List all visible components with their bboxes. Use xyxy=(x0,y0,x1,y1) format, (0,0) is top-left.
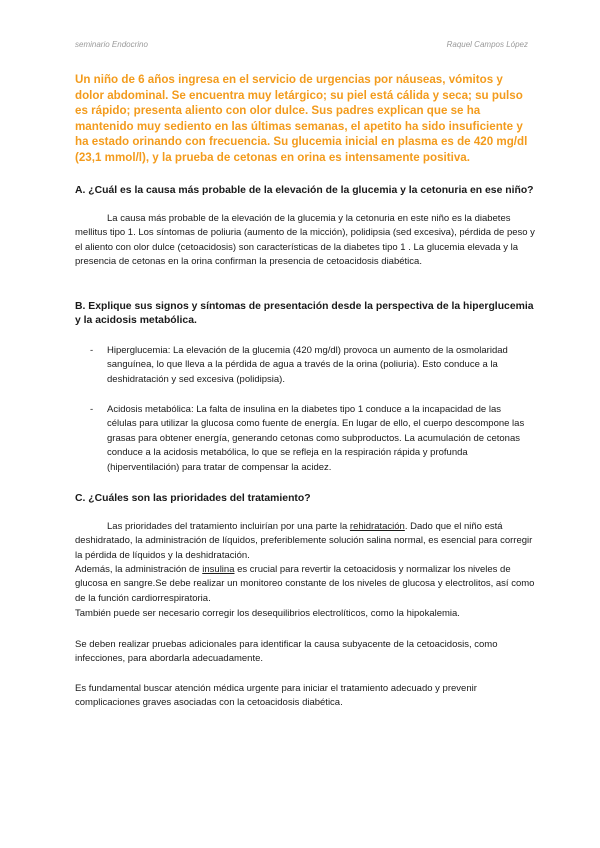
answer-c-rehydration xyxy=(75,520,535,563)
text-run: . Dado que el niño está deshidratado, la administración de líquidos, preferiblemente solución salina normal, es esencial para corregir la pérdida de líquidos y la deshidratación. xyxy=(75,521,533,561)
bullet-dash: - xyxy=(90,404,94,415)
text-run: Las prioridades del tratamiento incluirían por una parte la xyxy=(107,521,350,532)
header-left: seminario Endocrino xyxy=(75,40,148,49)
bullet-hyperglycemia xyxy=(90,344,530,387)
question-a: A. ¿Cuál es la causa más probable de la elevación de la glucemia y la cetonuria en ese niño? xyxy=(75,185,534,196)
header-right: Raquel Campos López xyxy=(446,40,528,49)
bullet-text: Hiperglucemia: La elevación de la glucemia (420 mg/dl) provoca un aumento de la osmolaridad sanguínea, lo que lleva a la pérdida de agua a través de la orina (poliuria). Esto conduce a la deshidratación y sed excesiva (polidipsia). xyxy=(107,345,508,385)
bullet-dash: - xyxy=(90,345,94,356)
bullet-metabolic-acidosis xyxy=(90,403,530,475)
case-description: Un niño de 6 años ingresa en el servicio de urgencias por náuseas, vómitos y dolor abdominal. Se encuentra muy letárgico; su piel está cálida y seca; su pulso es rápido; presenta aliento con olor dulce. Sus padres explican que se ha mantenido muy sediento en las últimas semanas, el apetito ha sido insuficiente y ha estado orinando con frecuencia. Su glucemia inicial en plasma es de 420 mg/dl (23,1 mmol/l), y la prueba de cetonas en orina es intensamente positiva. xyxy=(75,73,528,164)
answer-c-electrolytes: También puede ser necesario corregir los desequilibrios electrolíticos, como la hipokalemia. xyxy=(75,608,460,619)
insulin-term: insulina xyxy=(202,564,235,575)
question-c: C. ¿Cuáles son las prioridades del tratamiento? xyxy=(75,493,311,504)
question-b: B. Explique sus signos y síntomas de presentación desde la perspectiva de la hiperglucemia y la acidosis metabólica. xyxy=(75,301,534,326)
answer-c-additional-tests: Se deben realizar pruebas adicionales para identificar la causa subyacente de la cetoacidosis, como infecciones, para abordarla adecuadamente. xyxy=(75,639,498,665)
text-run: Además, la administración de xyxy=(75,564,203,575)
answer-a: La causa más probable de la elevación de la glucemia y la cetonuria en este niño es la diabetes mellitus tipo 1. Los síntomas de poliuria (aumento de la micción), polidipsia (sed excesiva), pérdida de peso y el aliento con olor dulce (cetoacidosis) son características de la diabetes tipo 1 . La glucemia elevada y la presencia de cetonas en la orina confirman la presencia de cetoacidosis diabética. xyxy=(75,213,535,268)
bullet-text: Acidosis metabólica: La falta de insulina en la diabetes tipo 1 conduce a la incapacidad de las células para utilizar la glucosa como fuente de energía. En lugar de ello, el cuerpo descompone las grasas para obtener energía, generando cetonas como subproductos. La acumulación de cetonas conduce a la acidosis metabólica, lo que se refleja en la respiración rápida y profunda (hiperventilación) para tratar de compensar la acidez. xyxy=(107,404,525,473)
rehydration-term: rehidratación xyxy=(349,521,405,532)
text-run: es crucial para revertir la cetoacidosis y normalizar los niveles de glucosa en sangre.Se debe realizar un monitoreo constante de los niveles de glucosa y electrolitos, así como de la función cardiorrespiratoria. xyxy=(75,564,535,604)
answer-c-urgent-care: Es fundamental buscar atención médica urgente para iniciar el tratamiento adecuado y prevenir complicaciones graves asociadas con la cetoacidosis diabética. xyxy=(75,683,477,709)
answer-c-insulin xyxy=(75,563,535,606)
